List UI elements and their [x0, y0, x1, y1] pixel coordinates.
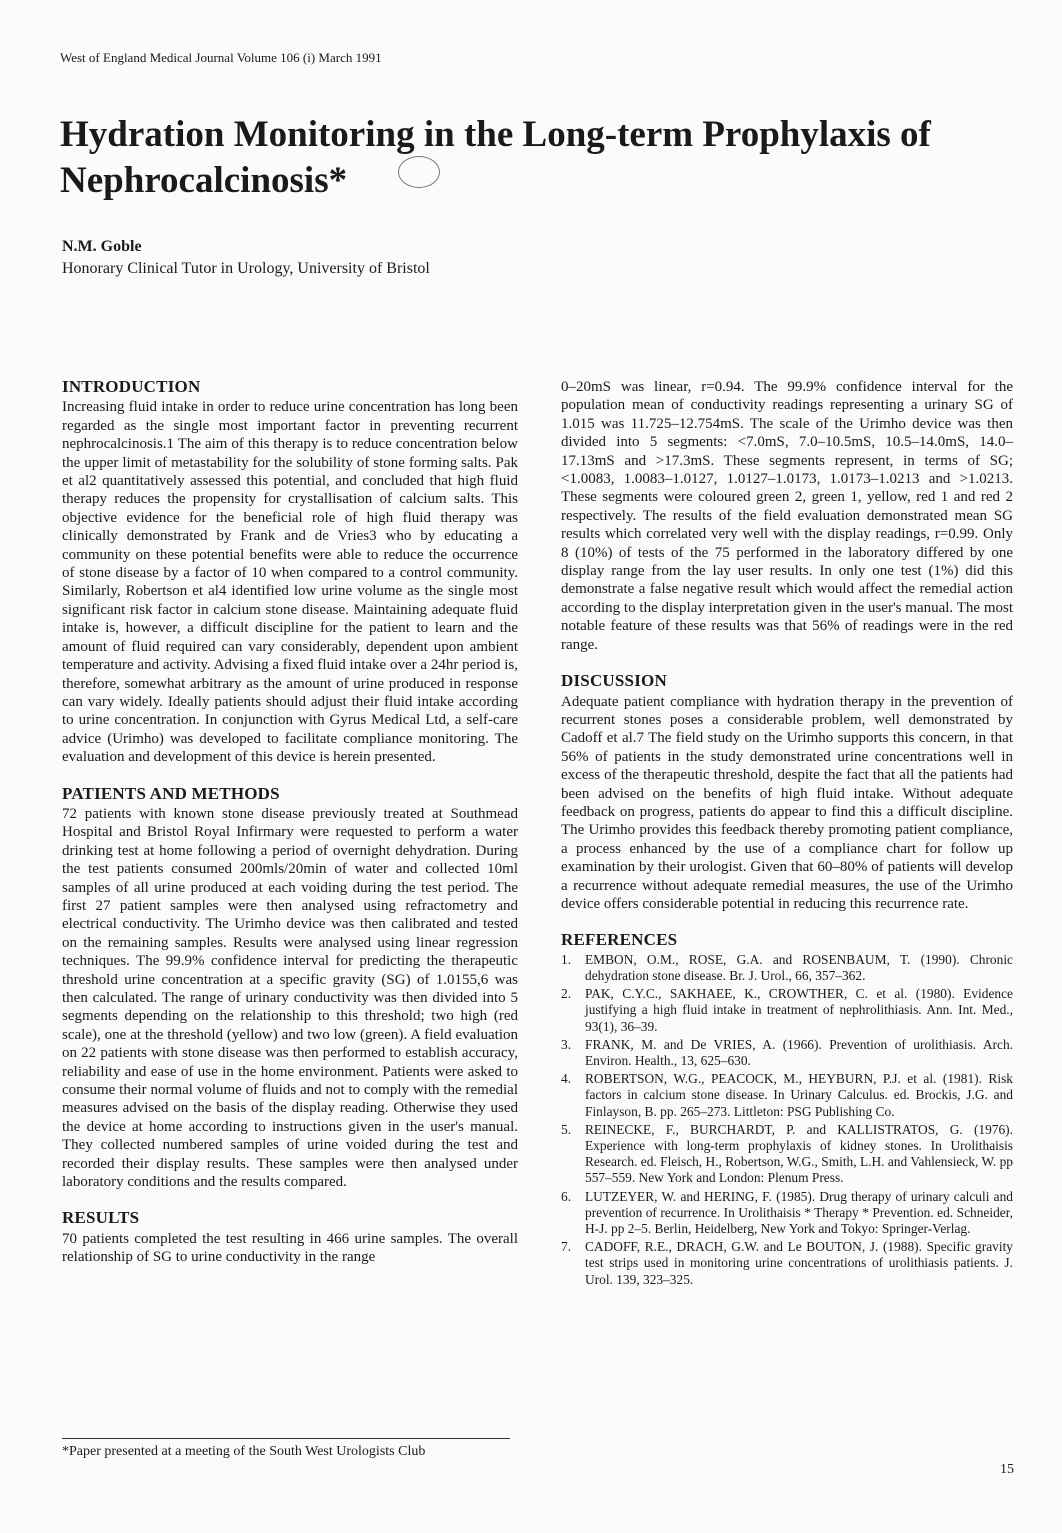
introduction-heading: INTRODUCTION	[62, 377, 201, 396]
reference-item: 6. LUTZEYER, W. and HERING, F. (1985). Drug therapy of urinary calculi and prevention of recurrence. In Urolithaisis * Therapy * Prevention. ed. Schneider, H-J. pp 2–5. Berlin, Heidelberg, New York and Tokyo: Springer-Verlag.	[561, 1188, 1013, 1237]
references-heading: REFERENCES	[561, 930, 678, 950]
author-affiliation: Honorary Clinical Tutor in Urology, University of Bristol	[62, 260, 430, 277]
handwritten-circle-annotation	[398, 156, 440, 188]
results-section	[62, 1209, 518, 1266]
discussion-text: Adequate patient compliance with hydration therapy in the prevention of recurrent stones poses a considerable problem, well demonstrated by Cadoff et al.7 The field study on the Urimho supports this concern, in that 56% of patients in the study demonstrated urine concentrations well in excess of the therapeutic threshold, despite the fact that all the patients had been advised on the benefits of high fluid intake. Without adequate feedback on progress, patients do appear to find this a difficult discipline. The Urimho provides this feedback thereby promoting patient compliance, a process enhanced by the use of a compliance chart for follow up examination by their urologist. Given that 60–80% of patients will develop a recurrence without adequate remedial measures, the use of the Urimho device offers considerable potential in reducing this recurrence rate.	[561, 693, 1013, 912]
references-section	[561, 931, 1013, 1287]
reference-item: 2. PAK, C.Y.C., SAKHAEE, K., CROWTHER, C. et al. (1980). Evidence justifying a high fluid intake in treatment of nephrolithiasis. Ann. Int. Med., 93(1), 36–39.	[561, 986, 1013, 1034]
discussion-heading: DISCUSSION	[561, 671, 667, 691]
journal-header: West of England Medical Journal Volume 106 (i) March 1991	[60, 50, 382, 65]
methods-heading: PATIENTS AND METHODS	[62, 783, 280, 803]
discussion-section	[561, 672, 1013, 913]
introduction-section	[62, 378, 518, 767]
left-column	[62, 378, 518, 1285]
page-number: 15	[1000, 1462, 1014, 1477]
results-heading: RESULTS	[62, 1208, 140, 1228]
page-title: Hydration Monitoring in the Long-term Prophylaxis of Nephrocalcinosis*	[60, 114, 931, 201]
reference-item: 1. EMBON, O.M., ROSE, G.A. and ROSENBAUM, T. (1990). Chronic dehydration stone disease. Br. J. Urol., 66, 357–362.	[561, 951, 1013, 983]
results-continued	[561, 378, 1013, 654]
footnote-divider	[62, 1438, 510, 1439]
references-list	[561, 952, 1013, 1288]
results-text-right: 0–20mS was linear, r=0.94. The 99.9% confidence interval for the population mean of conductivity readings representing a urinary SG of 1.015 was 11.725–12.754mS. The scale of the Urimho device was then divided into 5 segments: <7.0mS, 7.0–10.5mS, 10.5–14.0mS, 14.0–17.13mS and >17.3mS. These segments represent, in terms of SG; <1.0083, 1.0083–1.0127, 1.0127–1.0173, 1.0173–1.0213 and >1.0213. These segments were coloured green 2, green 1, yellow, red 1 and red 2 respectively. The results of the field evaluation demonstrated mean SG results which correlated very well with the display readings, r=0.99. Only 8 (10%) of tests of the 75 performed in the laboratory differed by one display range from the lay user results. In only one test (1%) did this demonstrate a false negative result which would affect the remedial action according to the display interpretation given in the user's manual. The most notable feature of these results was that 56% of readings were in the red range.	[561, 379, 1013, 653]
reference-item: 4. ROBERTSON, W.G., PEACOCK, M., HEYBURN, P.J. et al. (1981). Risk factors in calcium stone disease. In Urinary Calculus. ed. Brockis, J.G. and Finlayson, B. pp. 265–273. Littleton: PSG Publishing Co.	[561, 1071, 1013, 1119]
reference-item: 3. FRANK, M. and De VRIES, A. (1966). Prevention of urolithiasis. Arch. Environ. Health., 13, 625–630.	[561, 1036, 1013, 1068]
reference-item: 7. CADOFF, R.E., DRACH, G.W. and Le BOUTON, J. (1988). Specific gravity test strips used in monitoring urine concentrations of urolithiasis patients. J. Urol. 139, 323–325.	[561, 1239, 1013, 1287]
methods-text: 72 patients with known stone disease previously treated at Southmead Hospital and Bristol Royal Infirmary were requested to perform a water drinking test at home following a period of overnight dehydration. During the test patients consumed 200mls/20min of water and collected 10ml samples of all urine produced at each voiding during the test period. The first 27 patient samples were then analysed using refractometry and electrical conductivity. The Urimho device was then calibrated and tested on the remaining samples. Results were analysed using linear regression techniques. The 99.9% confidence interval for predicting the therapeutic threshold urine concentration at a specific gravity (SG) of 1.0155,6 was then calculated. The range of urinary conductivity was then divided into 5 segments depending on the relationship to this threshold; two high (red scale), one at the threshold (yellow) and two low (green). A field evaluation on 22 patients with stone disease was then performed to establish accuracy, reliability and ease of use in the home environment. Patients were asked to consume their normal volume of fluids and not to comply with the remedial measures advised on the basis of the display reading. Otherwise they used the device at home according to instructions given in the user's manual. They collected numbered samples of urine voided during the test and recorded their display results. These samples were then analysed under laboratory conditions and the results compared.	[62, 805, 518, 1191]
reference-item: 5. REINECKE, F., BURCHARDT, P. and KALLISTRATOS, G. (1976). Experience with long-term prophylaxis of kidney stones. In Urolithaisis Research. ed. Fleisch, H., Robertson, W.G., Smith, L.H. and Vahlensieck, W. pp 557–559. New York and London: Plenum Press.	[561, 1121, 1013, 1186]
right-column	[561, 378, 1013, 1306]
author-name: N.M. Goble	[62, 238, 142, 255]
methods-section	[62, 785, 518, 1192]
footnote: *Paper presented at a meeting of the South West Urologists Club	[62, 1444, 426, 1459]
results-text-left: 70 patients completed the test resulting in 466 urine samples. The overall relationship of SG to urine conductivity in the range	[62, 1230, 518, 1266]
introduction-text: Increasing fluid intake in order to reduce urine concentration has long been regarded as the single most important factor in preventing recurrent nephrocalcinosis.1 The aim of this therapy is to reduce concentration below the upper limit of metastability for the solubility of stone forming salts. Pak et al2 quantitatively assessed this potential, and concluded that high fluid therapy reduces the propensity for crystallisation of calcium salts. This objective evidence for the beneficial role of high fluid therapy was clinically demonstrated by Frank and de Vries3 who by educating a community on these potential benefits were able to reduce the occurrence of stone disease by a factor of 10 when compared to a control community. Similarly, Robertson et al4 identified low urine volume as the single most significant risk factor in calcium stone disease. Maintaining adequate fluid intake is, however, a difficult discipline for the patient to learn and the amount of fluid required can vary considerably, dependent upon ambient temperature and activity. Advising a fixed fluid intake over a 24hr period is, therefore, somewhat arbitrary as the amount of urine produced in response can vary widely. Ideally patients should adjust their fluid intake according to urine concentration. In conjunction with Gyrus Medical Ltd, a self-care advice (Urimho) was developed to facilitate compliance monitoring. The evaluation and development of this device is herein presented.	[62, 399, 518, 766]
